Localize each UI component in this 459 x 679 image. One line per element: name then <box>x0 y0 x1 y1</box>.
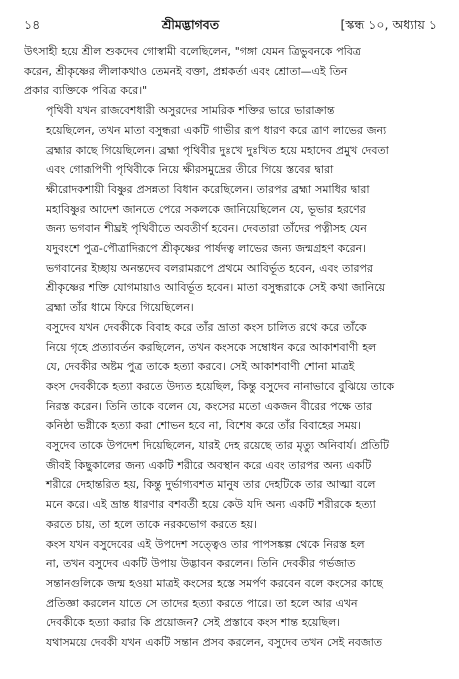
chapter-reference: [স্কন্ধ ১০, অধ্যায় ১ <box>340 17 437 32</box>
text-line: প্রকার ব্যক্তিকে পবিত্র করে।" <box>24 84 148 98</box>
text-line: যথাসময়ে দেবকী যখন একটি সন্তান প্রসব করলেন, বসুদেব তখন সেই নবজাত <box>46 636 382 650</box>
paragraph <box>24 535 437 653</box>
text-line: নিয়ে গৃহে প্রত্যাবর্তন করছিলেন, তখন কংসকে সম্বোধন করে আকাশবাণী হল <box>46 340 377 354</box>
text-line: বসুদেব যখন দেবকীকে বিবাহ করে তাঁর ভ্রাতা কংস চালিত রথে করে তাঁকে <box>46 320 367 334</box>
text-line: করেন, শ্রীকৃষ্ণের লীলাকথাও তেমনই বক্তা, প্রশ্নকর্তা এবং শ্রোতা—এই তিন <box>24 64 348 78</box>
text-line: ব্রহ্মার কাছে গিয়েছিলেন। ব্রহ্মা পৃথিবীর দুঃখে দুঃখিত হয়ে মহাদেব প্রমুখ দেবতা <box>46 143 389 157</box>
text-line: কংস যখন বসুদেবের এই উপদেশ সত্ত্বেও তার পাপসঙ্কল্প থেকে নিরস্ত হল <box>46 537 365 551</box>
text-line: ভগবানের ইচ্ছায় অনন্তদেব বলরামরূপে প্রথমে আবির্ভূত হবেন, এবং তারপর <box>46 261 373 275</box>
text-line: প্রতিজ্ঞা করলেন যাতে সে তাদের হত্যা করতে পারে। তা হলে আর এখন <box>46 596 358 610</box>
text-line: শ্রীকৃষ্ণের শক্তি যোগমায়াও আবির্ভূত হবেন। মাতা বসুন্ধরাকে সেই কথা জানিয়ে <box>46 281 386 295</box>
text-line: হয়েছিলেন, তখন মাতা বসুন্ধরা একটি গাভীর রূপ ধারণ করে ত্রাণ লাভের জন্য <box>46 123 387 137</box>
text-line: নিরস্ত করেন। তিনি তাকে বলেন যে, কংসের মতো একজন বীরের পক্ষে তার <box>46 399 373 413</box>
text-line: করতে চায়, তা হলে তাকে নরকভোগ করতে হয়। <box>46 517 257 531</box>
paragraph <box>24 318 437 535</box>
book-title: শ্রীমদ্ভাগবত <box>161 17 220 32</box>
text-line: না, তখন বসুদেব একটি উপায় উদ্ভাবন করলেন। তিনি দেবকীর গর্ভজাত <box>46 557 356 571</box>
text-line: মহাবিষ্ণুর আদেশ জানতে পেরে সকলকে জানিয়েছিলেন যে, ভূভার হরণের <box>46 202 366 216</box>
text-line: কনিষ্ঠা ভগ্নীকে হত্যা করা শোভন হবে না, বিশেষ করে তাঁর বিবাহের সময়। <box>46 419 362 433</box>
text-line: জীবই কিছুকালের জন্য একটি শরীরে অবস্থান করে এবং তারপর অন্য একটি <box>46 458 372 472</box>
text-line: কংস দেবকীকে হত্যা করতে উদ্যত হয়েছিল, কিন্তু বসুদেব নানাভাবে বুঝিয়ে তাকে <box>46 379 394 393</box>
page-header <box>24 14 437 36</box>
text-line: ক্ষীরোদকশায়ী বিষ্ণুর প্রসন্নতা বিধান করেছিলেন। তারপর ব্রহ্মা সমাধির দ্বারা <box>46 182 370 196</box>
paragraph <box>24 42 437 101</box>
text-line: জন্য ভগবান শীঘ্রই পৃথিবীতে অবতীর্ণ হবেন। দেবতারা তাঁদের পত্নীসহ যেন <box>46 222 367 236</box>
text-line: ব্রহ্মা তাঁর ধামে ফিরে গিয়েছিলেন। <box>46 301 194 315</box>
text-line: এবং গোরূপিণী পৃথিবীকে নিয়ে ক্ষীরসমুদ্রের তীরে গিয়ে স্তবের দ্বারা <box>46 163 334 177</box>
text-line: দেবকীকে হত্যা করার কি প্রয়োজন? সেই প্রস্তাবে কংস শান্ত হয়েছিল। <box>46 616 341 630</box>
text-line: যদুবংশে পুত্র-পৌত্রাদিরূপে শ্রীকৃষ্ণের পার্ষদত্ব লাভের জন্য জন্মগ্রহণ করেন। <box>46 242 367 256</box>
page-body <box>24 42 437 653</box>
paragraph <box>24 101 437 318</box>
text-line: যে, দেবকীর অষ্টম পুত্র তাকে হত্যা করবে। সেই আকাশবাণী শোনা মাত্রই <box>46 360 355 374</box>
text-line: পৃথিবী যখন রাজবেশধারী অসুরদের সামরিক শক্তির ভারে ভারাক্রান্ত <box>46 104 335 118</box>
text-line: বসুদেব তাকে উপদেশ দিয়েছিলেন, যারই দেহ রয়েছে তার মৃত্যু অনিবার্য। প্রতিটি <box>46 439 389 453</box>
text-line: উৎসাহী হয়ে শ্রীল শুকদেব গোস্বামী বলেছিলেন, "গঙ্গা যেমন ত্রিভুবনকে পবিত্র <box>24 45 361 58</box>
page-number: ১৪ <box>24 17 41 32</box>
text-line: শরীরে দেহান্তরিত হয়, কিন্তু দুর্ভাগ্যবশত মানুষ তার দেহটিকে তার আত্মা বলে <box>46 478 376 492</box>
text-line: সন্তানগুলিকে জন্ম হওয়া মাত্রই কংসের হস্তে সমর্পণ করবেন বলে কংসের কাছে <box>46 576 383 590</box>
text-line: মনে করে। এই ভ্রান্ত ধারণার বশবর্তী হয়ে কেউ যদি অন্য একটি শরীরকে হত্যা <box>46 498 376 512</box>
